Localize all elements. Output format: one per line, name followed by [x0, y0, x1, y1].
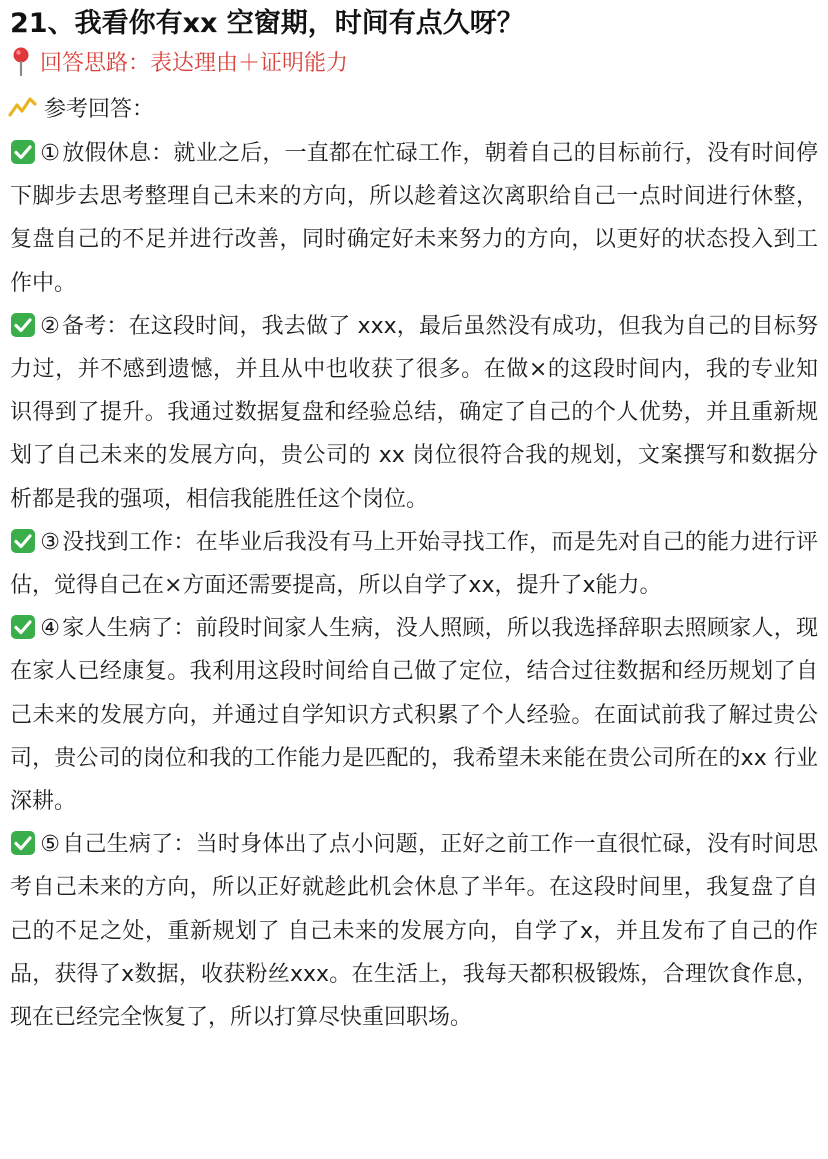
- answer-title: 没找到工作：: [62, 529, 196, 555]
- answer-item: [10, 305, 818, 521]
- answer-title: 家人生病了：: [62, 616, 196, 642]
- strategy-text: 表达理由＋证明能力: [150, 51, 349, 76]
- answer-body: 前段时间家人生病，没人照顾，所以我选择辞职去照顾家人，现在家人已经康复。我利用这段时间给自己做了定位，结合过往数据和经历规划了自己未来的发展方向，并通过自学知识方式积累了个人经验。在面试前我了解过贵公司，贵公司的岗位和我的工作能力是匹配的，我希望未来能在贵公司所在的xx 行业深耕。: [10, 616, 818, 815]
- answer-title: 备考：: [62, 313, 129, 339]
- answer-strategy-line: [8, 46, 348, 82]
- answer-body: 在这段时间，我去做了 xxx，最后虽然没有成功，但我为自己的目标努力过，并不感到遗憾，并且从中也收获了很多。在做×的这段时间内，我的专业知识得到了提升。我通过数据复盘和经验总结，确定了自己的个人优势，并且重新规划了自己未来的发展方向，贵公司的 xx 岗位很符合我的规划，文案撰写和数据分析都是我的强项，相信我能胜任这个岗位。: [10, 313, 818, 512]
- check-mark-button-icon: [10, 830, 36, 856]
- answer-body: 就业之后，一直都在忙碌工作，朝着自己的目标前行，没有时间停下脚步去思考整理自己未来的方向，所以趁着这次离职给自己一点时间进行休整，复盘自己的不足并进行改善，同时确定好未来努力的方向，以更好的状态投入到工作中。: [10, 141, 818, 296]
- answer-number: ②: [40, 313, 61, 339]
- pin-icon: [8, 46, 34, 76]
- answer-title: 放假休息：: [62, 141, 174, 166]
- answer-list: [10, 132, 818, 1039]
- answer-title: 自己生病了：: [62, 832, 196, 858]
- answer-number: ①: [40, 141, 61, 166]
- check-mark-button-icon: [10, 528, 36, 554]
- reference-label: 参考回答：: [44, 97, 155, 122]
- question-title: 21、我看你有xx 空窗期，时间有点久呀？: [10, 8, 524, 39]
- answer-item: [10, 132, 818, 305]
- answer-body: 当时身体出了点小问题，正好之前工作一直很忙碌，没有时间思考自己未来的方向，所以正好就趁此机会休息了半年。在这段时间里，我复盘了自己的不足之处，重新规划了 自己未来的发展方向，自学了x，并且发布了自己的作品，获得了x数据，收获粉丝xxx。在生活上，我每天都积极锻炼，合理饮食作息，现在已经完全恢复了，所以打算尽快重回职场。: [10, 832, 818, 1031]
- check-mark-button-icon: [10, 614, 36, 640]
- check-mark-button-icon: [10, 139, 36, 165]
- answer-number: ④: [40, 616, 61, 642]
- chart-rising-icon: [8, 95, 38, 119]
- strategy-label: 回答思路：: [40, 51, 151, 76]
- check-mark-button-icon: [10, 312, 36, 338]
- reference-answer-heading: [8, 90, 154, 130]
- answer-number: ③: [40, 529, 61, 555]
- answer-item: [10, 607, 818, 823]
- answer-number: ⑤: [40, 832, 61, 858]
- answer-body: 在毕业后我没有马上开始寻找工作，而是先对自己的能力进行评估，觉得自己在×方面还需要提高，所以自学了xx，提升了x能力。: [10, 529, 818, 599]
- answer-item: [10, 521, 818, 607]
- answer-item: [10, 823, 818, 1039]
